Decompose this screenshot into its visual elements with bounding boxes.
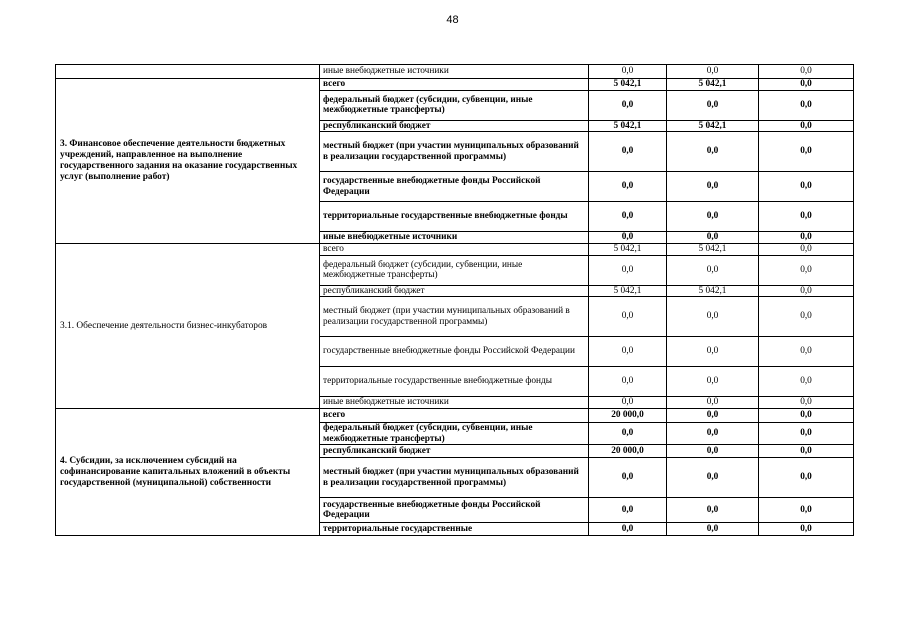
value-cell-1: 0,0	[589, 523, 667, 536]
table-row	[56, 79, 854, 91]
funding-source-cell: республиканский бюджет	[320, 120, 589, 132]
funding-source-cell: федеральный бюджет (субсидии, субвенции, иные межбюджетные трансферты)	[320, 423, 589, 445]
funding-source-cell: территориальные государственные внебюджетные фонды	[320, 202, 589, 232]
value-cell-3: 0,0	[759, 255, 854, 285]
value-cell-1: 0,0	[589, 423, 667, 445]
funding-source-cell: федеральный бюджет (субсидии, субвенции, иные межбюджетные трансферты)	[320, 255, 589, 285]
value-cell-1: 0,0	[589, 132, 667, 172]
value-cell-3: 0,0	[759, 337, 854, 367]
funding-source-cell: всего	[320, 244, 589, 256]
value-cell-2: 5 042,1	[667, 79, 759, 91]
value-cell-3: 0,0	[759, 120, 854, 132]
value-cell-3: 0,0	[759, 244, 854, 256]
value-cell-1: 0,0	[589, 458, 667, 498]
value-cell-1: 0,0	[589, 232, 667, 244]
value-cell-2: 5 042,1	[667, 285, 759, 297]
value-cell-1: 20 000,0	[589, 445, 667, 458]
value-cell-2: 0,0	[667, 423, 759, 445]
value-cell-2: 0,0	[667, 297, 759, 337]
value-cell-3: 0,0	[759, 523, 854, 536]
funding-source-cell: местный бюджет (при участии муниципальных образований в реализации государственной программы)	[320, 458, 589, 498]
value-cell-2: 0,0	[667, 90, 759, 120]
funding-source-cell: иные внебюджетные источники	[320, 232, 589, 244]
funding-source-cell: всего	[320, 409, 589, 423]
value-cell-2: 0,0	[667, 409, 759, 423]
budget-table	[55, 64, 854, 536]
value-cell-1: 0,0	[589, 337, 667, 367]
value-cell-3: 0,0	[759, 90, 854, 120]
value-cell-2: 0,0	[667, 232, 759, 244]
value-cell-3: 0,0	[759, 367, 854, 397]
funding-source-cell: республиканский бюджет	[320, 445, 589, 458]
value-cell-2: 0,0	[667, 523, 759, 536]
value-cell-2: 0,0	[667, 337, 759, 367]
value-cell-1: 0,0	[589, 255, 667, 285]
budget-table-body	[56, 65, 854, 536]
event-name-cell: 4. Субсидии, за исключением субсидий на софинансирование капитальных вложений в объекты государственной (муниципальной) собственности	[56, 409, 320, 536]
value-cell-1: 5 042,1	[589, 244, 667, 256]
value-cell-3: 0,0	[759, 132, 854, 172]
value-cell-1: 0,0	[589, 202, 667, 232]
funding-source-cell: республиканский бюджет	[320, 285, 589, 297]
value-cell-1: 5 042,1	[589, 120, 667, 132]
value-cell-1: 20 000,0	[589, 409, 667, 423]
value-cell-1: 5 042,1	[589, 79, 667, 91]
value-cell-3: 0,0	[759, 172, 854, 202]
value-cell-3: 0,0	[759, 202, 854, 232]
funding-source-cell: федеральный бюджет (субсидии, субвенции, иные межбюджетные трансферты)	[320, 90, 589, 120]
value-cell-1: 0,0	[589, 90, 667, 120]
value-cell-3: 0,0	[759, 409, 854, 423]
value-cell-3: 0,0	[759, 285, 854, 297]
value-cell-1: 0,0	[589, 172, 667, 202]
value-cell-3: 0,0	[759, 397, 854, 409]
funding-source-cell: иные внебюджетные источники	[320, 397, 589, 409]
funding-source-cell: иные внебюджетные источники	[320, 65, 589, 79]
value-cell-3: 0,0	[759, 79, 854, 91]
value-cell-2: 0,0	[667, 202, 759, 232]
value-cell-1: 0,0	[589, 367, 667, 397]
table-row	[56, 409, 854, 423]
funding-source-cell: всего	[320, 79, 589, 91]
value-cell-3: 0,0	[759, 498, 854, 523]
value-cell-1: 0,0	[589, 65, 667, 79]
event-name-cell: 3. Финансовое обеспечение деятельности бюджетных учреждений, направленное на выполнение государственного задания на оказание государственных услуг (выполнение работ)	[56, 79, 320, 244]
value-cell-2: 5 042,1	[667, 244, 759, 256]
value-cell-2: 0,0	[667, 397, 759, 409]
funding-source-cell: местный бюджет (при участии муниципальных образований в реализации государственной программы)	[320, 132, 589, 172]
value-cell-2: 0,0	[667, 255, 759, 285]
value-cell-1: 0,0	[589, 297, 667, 337]
value-cell-3: 0,0	[759, 423, 854, 445]
value-cell-3: 0,0	[759, 458, 854, 498]
funding-source-cell: государственные внебюджетные фонды Российской Федерации	[320, 337, 589, 367]
funding-source-cell: государственные внебюджетные фонды Российской Федерации	[320, 498, 589, 523]
value-cell-2: 0,0	[667, 445, 759, 458]
event-name-cell: 3.1. Обеспечение деятельности бизнес-инкубаторов	[56, 244, 320, 409]
funding-source-cell: территориальные государственные внебюджетные фонды	[320, 367, 589, 397]
table-row	[56, 65, 854, 79]
table-row	[56, 244, 854, 256]
funding-source-cell: территориальные государственные	[320, 523, 589, 536]
value-cell-1: 5 042,1	[589, 285, 667, 297]
page-number: 48	[446, 14, 459, 26]
value-cell-1: 0,0	[589, 397, 667, 409]
value-cell-3: 0,0	[759, 445, 854, 458]
value-cell-2: 0,0	[667, 367, 759, 397]
value-cell-2: 0,0	[667, 458, 759, 498]
value-cell-3: 0,0	[759, 297, 854, 337]
value-cell-2: 0,0	[667, 498, 759, 523]
event-name-cell	[56, 65, 320, 79]
value-cell-2: 0,0	[667, 65, 759, 79]
value-cell-2: 0,0	[667, 132, 759, 172]
value-cell-3: 0,0	[759, 65, 854, 79]
value-cell-3: 0,0	[759, 232, 854, 244]
value-cell-2: 0,0	[667, 172, 759, 202]
value-cell-2: 5 042,1	[667, 120, 759, 132]
funding-source-cell: местный бюджет (при участии муниципальных образований в реализации государственной программы)	[320, 297, 589, 337]
funding-source-cell: государственные внебюджетные фонды Российской Федерации	[320, 172, 589, 202]
value-cell-1: 0,0	[589, 498, 667, 523]
